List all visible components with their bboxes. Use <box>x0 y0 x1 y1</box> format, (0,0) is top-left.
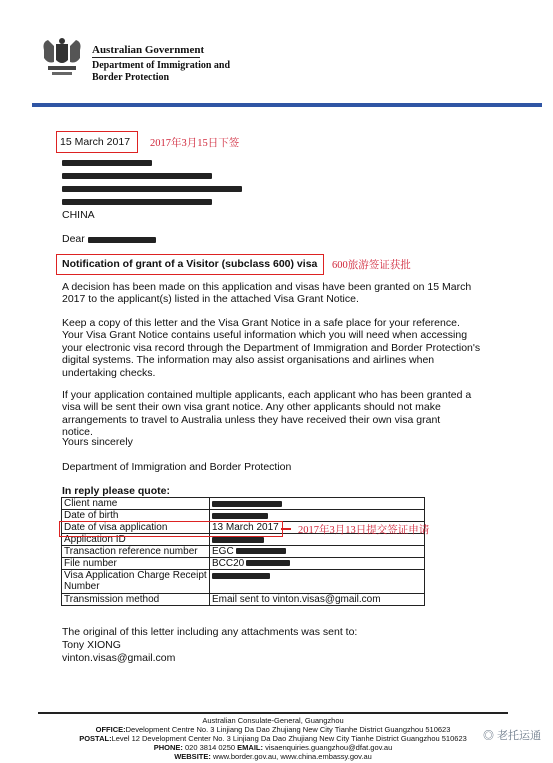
paragraph-keep-copy: Keep a copy of this letter and the Visa Grant Notice in a safe place for your reference. Your Visa Grant Notice contains useful information which you will need when accessing your electronic visa record through the Department of Immigration and Border Protection's digital systems. The information may also assist organisations and airlines when undertaking checks. <box>62 317 481 379</box>
table-row <box>62 594 425 606</box>
table-label: Date of birth <box>62 510 210 522</box>
footer-contact: PHONE: 020 3814 0250 EMAIL: visaenquiries.guangzhou@dfat.gov.au <box>153 743 393 752</box>
government-name: Australian Government <box>92 44 205 56</box>
footer-office-name: Australian Consulate-General, Guangzhou <box>202 716 344 725</box>
paragraph-multiple-applicants: If your application contained multiple applicants, each applicant who has been granted a visa will be sent their own visa grant notice. Any other applicants should not make arrangements to travel to Australia unless they have received their own visa grant notice. <box>62 389 472 439</box>
paragraph-decision: A decision has been made on this application and visas have been granted on 15 March 2017 to the applicant(s) listed in the attached Visa Grant Notice. <box>62 281 472 306</box>
redacted-address-line <box>62 186 242 192</box>
letter-date: 15 March 2017 <box>60 136 131 148</box>
transaction-ref-prefix: EGC <box>212 546 234 557</box>
original-sent-note: The original of this letter including any attachments was sent to: <box>62 626 358 638</box>
annotation-connector <box>281 528 291 530</box>
application-annotation: 2017年3月13日提交签证申请 <box>298 525 430 536</box>
quote-heading: In reply please quote: <box>62 485 170 497</box>
redacted-address-line <box>62 173 212 179</box>
table-value <box>210 558 425 570</box>
footer-divider <box>38 712 508 714</box>
table-label: Transmission method <box>62 594 210 606</box>
table-value <box>210 498 425 510</box>
header-accent-bar <box>32 103 542 107</box>
table-row <box>62 498 425 510</box>
watermark-text: 老托运通 <box>497 730 541 742</box>
footer-office: OFFICE:Development Centre No. 3 Linjiang Da Dao Zhujiang New City Tianhe District Guangzhou 510623 <box>95 725 451 734</box>
recipient-email: vinton.visas@gmail.com <box>62 652 176 664</box>
table-row <box>62 570 425 594</box>
table-label: Visa Application Charge Receipt Number <box>62 570 210 594</box>
table-label: Client name <box>62 498 210 510</box>
table-value: 13 March 2017 <box>210 522 425 534</box>
redacted-address-line <box>62 160 152 166</box>
table-label: Transaction reference number <box>62 546 210 558</box>
table-row <box>62 558 425 570</box>
table-row <box>62 510 425 522</box>
file-number-prefix: BCC20 <box>212 558 245 569</box>
closing: Yours sincerely <box>62 436 133 448</box>
table-value: Email sent to vinton.visas@gmail.com <box>210 594 425 606</box>
signature: Department of Immigration and Border Protection <box>62 461 292 473</box>
letter-subject: Notification of grant of a Visitor (subclass 600) visa <box>62 258 318 270</box>
table-value <box>210 510 425 522</box>
address-country: CHINA <box>62 209 95 221</box>
redacted-address-line <box>62 199 212 205</box>
table-label: Application ID <box>62 534 210 546</box>
application-date-highlight-box <box>59 521 283 537</box>
reference-table <box>61 497 425 606</box>
recipient-name: Tony XIONG <box>62 639 121 651</box>
wechat-icon: ◎ <box>482 730 494 742</box>
visa-annotation: 600旅游签证获批 <box>332 260 411 271</box>
table-value <box>210 570 425 594</box>
department-name: Department of Immigration and Border Protection <box>92 60 231 83</box>
table-label: Date of visa application <box>62 522 210 534</box>
footer-website: WEBSITE: www.border.gov.au, www.china.embassy.gov.au <box>174 752 372 761</box>
date-annotation: 2017年3月15日下签 <box>150 138 240 149</box>
table-value <box>210 546 425 558</box>
table-label: File number <box>62 558 210 570</box>
salutation: Dear <box>62 233 85 245</box>
coat-of-arms-icon <box>38 36 86 80</box>
watermark <box>483 727 541 743</box>
table-row <box>62 546 425 558</box>
header-divider <box>92 57 200 58</box>
footer-postal: POSTAL:Level 12 Development Center No. 3 Linjiang Da Dao Zhujiang New City Tianhe District Guangzhou 510623 <box>79 734 467 743</box>
redacted-name <box>88 237 156 243</box>
